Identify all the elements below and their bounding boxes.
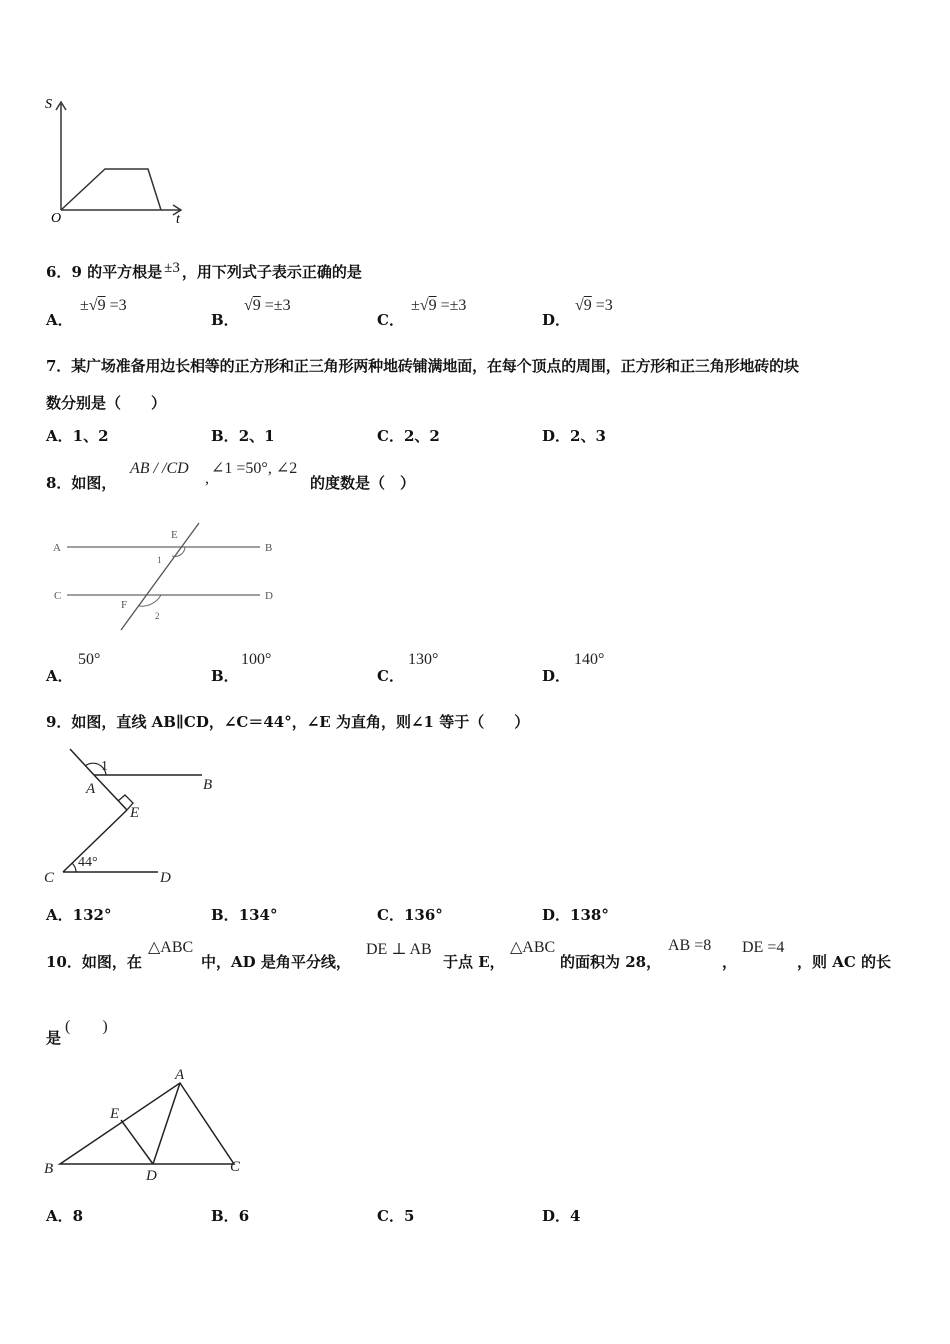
q8-option-a-value: 50° — [78, 651, 101, 668]
option-letter: B． — [211, 311, 239, 329]
q6-option-a-expr: ±√9 =3 — [80, 297, 127, 314]
option-letter: A． — [46, 427, 73, 445]
expr-post: =±3 — [260, 297, 291, 314]
q8-figure — [45, 520, 285, 635]
q10-mid2: 于点 E， — [443, 953, 505, 971]
q9-figure — [40, 745, 230, 890]
q8-option-c[interactable] — [377, 665, 404, 686]
radicand: 9 — [583, 297, 592, 314]
q7-option-b[interactable] — [211, 425, 275, 446]
option-value: 4 — [570, 1207, 581, 1225]
radicand: 9 — [252, 297, 261, 314]
option-letter: D． — [542, 667, 571, 685]
q9-label-d: D — [160, 870, 171, 886]
option-letter: C． — [377, 1207, 404, 1225]
option-letter: A． — [46, 906, 73, 924]
option-letter: B． — [211, 427, 239, 445]
q8-label-a: A — [53, 542, 61, 554]
q8-option-a[interactable] — [46, 665, 73, 686]
option-letter: C． — [377, 311, 404, 329]
q10-paren: ( ) — [65, 1018, 108, 1035]
option-value: 8 — [72, 1207, 84, 1225]
option-value: 138° — [570, 906, 609, 924]
option-letter: A． — [46, 311, 73, 329]
q7-option-c[interactable] — [377, 425, 440, 446]
q7-option-a[interactable] — [46, 425, 109, 446]
q8-suffix: 的度数是（ ） — [310, 474, 416, 492]
option-value: 132° — [72, 906, 112, 924]
option-letter: D． — [542, 906, 571, 924]
q8-label-e: E — [171, 529, 178, 541]
expr-pre: ± — [80, 297, 89, 314]
option-value: 5 — [403, 1207, 415, 1225]
option-value: 2、3 — [570, 427, 606, 445]
q8-label-f: F — [121, 599, 128, 611]
q8-comma: , — [205, 470, 209, 487]
q6-option-a[interactable] — [46, 309, 73, 330]
option-letter: C． — [377, 667, 404, 685]
option-letter: D． — [542, 427, 571, 445]
q6-option-d-expr: √9 =3 — [575, 297, 613, 314]
q8-option-c-value: 130° — [408, 651, 439, 668]
q6-number: 6． — [46, 263, 72, 281]
q6-option-d[interactable] — [542, 309, 570, 330]
q9-label-c: C — [44, 870, 55, 886]
q10-label-b: B — [44, 1161, 54, 1177]
q9-option-c[interactable] — [377, 904, 443, 925]
option-value: 136° — [403, 906, 443, 924]
q6-option-c[interactable] — [377, 309, 404, 330]
q10-option-b[interactable] — [211, 1205, 249, 1226]
q6-pm3: ±3 — [164, 260, 180, 276]
q6-option-b[interactable] — [211, 309, 239, 330]
q9-option-a[interactable] — [46, 904, 111, 925]
q10-prefix: 10．如图，在 — [46, 953, 142, 971]
option-letter: A． — [46, 667, 73, 685]
st-y-label: S — [45, 97, 52, 112]
q8-option-d-value: 140° — [574, 651, 605, 668]
q8-angle-1: 1 — [157, 555, 162, 565]
q10-option-d[interactable] — [542, 1205, 580, 1226]
q10-triangle-1: △ABC — [148, 939, 194, 956]
option-letter: B． — [211, 1207, 239, 1225]
q10-ab: AB =8 — [668, 937, 712, 954]
q7-stem-line2: 数分别是（ ） — [46, 394, 167, 412]
q10-triangle-2: △ABC — [510, 939, 556, 956]
q8-angle-2: 2 — [155, 611, 160, 621]
q9-option-b[interactable] — [211, 904, 278, 925]
q8-prefix: 8．如图， — [46, 474, 117, 492]
q6-text-a: 9 的平方根是 — [71, 263, 163, 281]
q10-option-c[interactable] — [377, 1205, 414, 1226]
q6-option-b-expr: √9 =±3 — [244, 297, 291, 314]
q10-option-a[interactable] — [46, 1205, 83, 1226]
q8-label-d: D — [265, 590, 273, 602]
option-letter: A． — [46, 1207, 73, 1225]
option-letter: C． — [377, 906, 404, 924]
q10-label-c: C — [230, 1159, 241, 1175]
option-value: 2、2 — [403, 427, 440, 445]
q8-option-b-value: 100° — [241, 651, 272, 668]
q10-mid1: 中，AD 是角平分线， — [201, 953, 351, 971]
q8-option-d[interactable] — [542, 665, 570, 686]
q9-label-b: B — [203, 777, 213, 793]
st-x-label: t — [176, 212, 180, 227]
option-letter: C． — [377, 427, 404, 445]
option-value: 134° — [238, 906, 278, 924]
q10-figure — [40, 1063, 250, 1188]
q8-option-b[interactable] — [211, 665, 239, 686]
q7-option-d[interactable] — [542, 425, 606, 446]
q6-option-c-expr: ±√9 =±3 — [411, 297, 467, 314]
radicand: 9 — [97, 297, 106, 314]
q6-text-b: ，用下列式子表示正确的是 — [181, 263, 362, 281]
option-value: 2、1 — [238, 427, 275, 445]
q9-stem: 9．如图，直线 AB∥CD，∠C＝44°，∠E 为直角，则∠1 等于（ ） — [46, 713, 530, 731]
expr-pre: ± — [411, 297, 420, 314]
q10-label-a: A — [175, 1067, 185, 1083]
option-value: 6 — [238, 1207, 250, 1225]
q10-de: DE =4 — [742, 939, 785, 956]
q9-angle-1: 1 — [101, 759, 108, 774]
q9-label-a: A — [86, 781, 96, 797]
q8-math-ab-cd: AB / /CD — [130, 460, 189, 477]
st-graph-figure — [40, 92, 200, 232]
q9-angle-c: 44° — [78, 855, 98, 870]
q9-label-e: E — [130, 805, 140, 821]
option-letter: D． — [542, 1207, 571, 1225]
radicand: 9 — [428, 297, 437, 314]
expr-post: =3 — [591, 297, 613, 314]
expr-post: =±3 — [436, 297, 467, 314]
option-value: 1、2 — [72, 427, 109, 445]
q10-perp: DE ⊥ AB — [366, 941, 432, 958]
q10-comma: ， — [722, 953, 738, 971]
expr-post: =3 — [105, 297, 127, 314]
q9-option-d[interactable] — [542, 904, 609, 925]
st-origin-label: O — [51, 211, 62, 226]
q7-stem-line1: 7．某广场准备用边长相等的正方形和正三角形两种地砖铺满地面，在每个顶点的周围，正方形和正三角形地砖的块 — [46, 357, 799, 375]
option-letter: D． — [542, 311, 571, 329]
option-letter: B． — [211, 906, 239, 924]
q8-label-c: C — [54, 590, 62, 602]
q10-label-e: E — [110, 1106, 120, 1122]
option-letter: B． — [211, 667, 239, 685]
q8-math-angles: ∠1 =50°, ∠2 — [211, 460, 298, 477]
q10-label-d: D — [146, 1168, 157, 1184]
q8-label-b: B — [265, 542, 273, 554]
q10-line2: 是 — [46, 1029, 62, 1047]
q10-suffix: ，则 AC 的长 — [797, 953, 892, 971]
q10-mid3: 的面积为 28， — [560, 953, 662, 971]
q6-stem — [46, 261, 362, 282]
